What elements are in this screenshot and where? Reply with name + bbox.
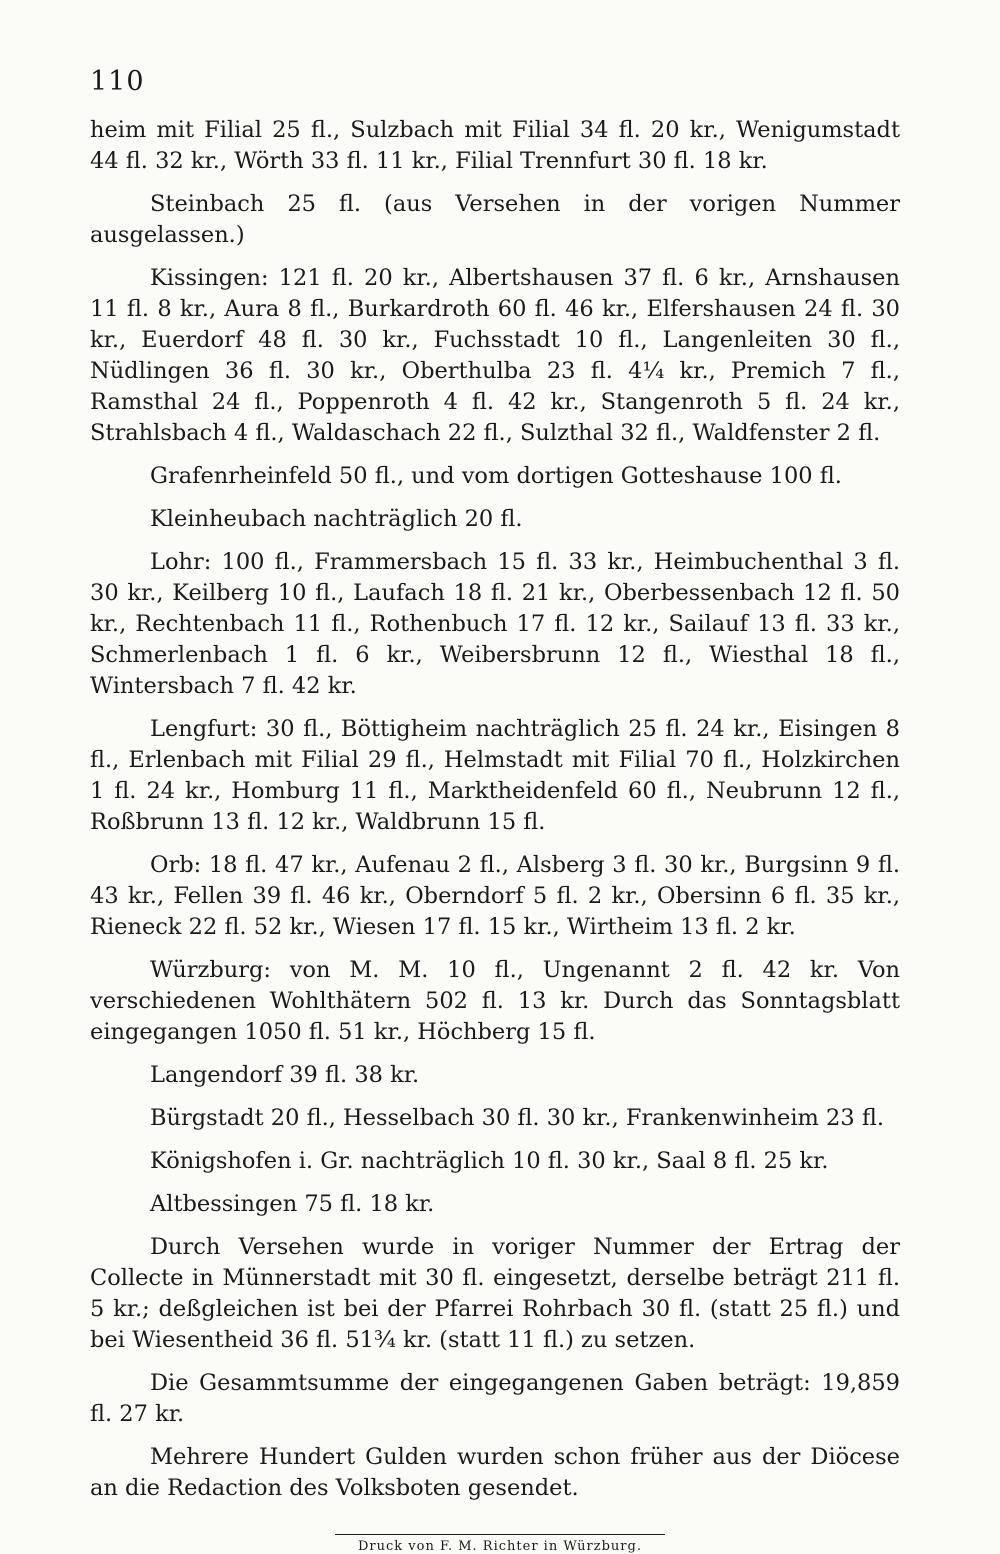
paragraph-lengfurt: Lengfurt: 30 fl., Böttigheim nachträglich 25 fl. 24 kr., Eisingen 8 fl., Erlenbach mit Filial 29 fl., Helmstadt mit Filial 70 fl., Holzkirchen 1 fl. 24 kr., Homburg 11 fl., Marktheidenfeld 60 fl., Neubrunn 12 fl., Roßbrunn 13 fl. 12 kr., Waldbrunn 15 fl.	[90, 716, 900, 835]
paragraph-koenigshofen: Königshofen i. Gr. nachträglich 10 fl. 30 kr., Saal 8 fl. 25 kr.	[150, 1148, 829, 1174]
printer-imprint: Druck von F. M. Richter in Würzburg.	[358, 1539, 642, 1554]
paragraph-total-sum: Die Gesammtsumme der eingegangenen Gaben beträgt: 19,859 fl. 27 kr.	[90, 1370, 900, 1427]
paragraph-kissingen: Kissingen: 121 fl. 20 kr., Albertshausen 37 fl. 6 kr., Arnshausen 11 fl. 8 kr., Aura 8 fl., Burkardroth 60 fl. 46 kr., Elfershausen 24 fl. 30 kr., Euerdorf 48 fl. 30 kr., Fuchsstadt 10 fl., Langenleiten 30 fl., Nüdlingen 36 fl. 30 kr., Oberthulba 23 fl. 4¼ kr., Premich 7 fl., Ramsthal 24 fl., Poppenroth 4 fl. 42 kr., Stangenroth 5 fl. 24 kr., Strahlsbach 4 fl., Waldaschach 22 fl., Sulzthal 32 fl., Waldfenster 2 fl.	[90, 265, 900, 446]
paragraph-orb: Orb: 18 fl. 47 kr., Aufenau 2 fl., Alsberg 3 fl. 30 kr., Burgsinn 9 fl. 43 kr., Fellen 39 fl. 46 kr., Oberndorf 5 fl. 2 kr., Obersinn 6 fl. 35 kr., Rieneck 22 fl. 52 kr., Wiesen 17 fl. 15 kr., Wirtheim 13 fl. 2 kr.	[90, 852, 900, 940]
paragraph-steinbach: Steinbach 25 fl. (aus Versehen in der vorigen Nummer ausgelassen.)	[90, 191, 900, 248]
paragraph-kleinheubach: Kleinheubach nachträglich 20 fl.	[150, 506, 523, 532]
paragraph-closing-note: Mehrere Hundert Gulden wurden schon früher aus der Diöcese an die Redaction des Volksboten gesendet.	[90, 1444, 900, 1501]
paragraph-langendorf: Langendorf 39 fl. 38 kr.	[150, 1062, 420, 1088]
footer-divider	[335, 1534, 665, 1535]
paragraph-lohr: Lohr: 100 fl., Frammersbach 15 fl. 33 kr., Heimbuchenthal 3 fl. 30 kr., Keilberg 10 fl., Laufach 18 fl. 21 kr., Oberbessenbach 12 fl. 50 kr., Rechtenbach 11 fl., Rothenbuch 17 fl. 12 kr., Sailauf 13 fl. 33 kr., Schmerlenbach 1 fl. 6 kr., Weibersbrunn 12 fl., Wiesthal 18 fl., Wintersbach 7 fl. 42 kr.	[90, 549, 900, 699]
page-number: 110	[90, 66, 145, 97]
paragraph-buergstadt: Bürgstadt 20 fl., Hesselbach 30 fl. 30 kr., Frankenwinheim 23 fl.	[150, 1105, 884, 1131]
paragraph-correction: Durch Versehen wurde in voriger Nummer der Ertrag der Collecte in Münnerstadt mit 30 fl. eingesetzt, derselbe beträgt 211 fl. 5 kr.; deßgleichen ist bei der Pfarrei Rohrbach 30 fl. (statt 25 fl.) und bei Wiesentheid 36 fl. 51¾ kr. (statt 11 fl.) zu setzen.	[90, 1234, 900, 1353]
paragraph-wuerzburg: Würzburg: von M. M. 10 fl., Ungenannt 2 fl. 42 kr. Von verschiedenen Wohlthätern 502 fl. 13 kr. Durch das Sonntagsblatt eingegangen 1050 fl. 51 kr., Höchberg 15 fl.	[90, 957, 900, 1045]
paragraph-grafenrheinfeld: Grafenrheinfeld 50 fl., und vom dortigen Gotteshause 100 fl.	[150, 463, 842, 489]
paragraph-continuation: heim mit Filial 25 fl., Sulzbach mit Filial 34 fl. 20 kr., Wenigumstadt 44 fl. 32 kr., Wörth 33 fl. 11 kr., Filial Trennfurt 30 fl. 18 kr.	[90, 117, 900, 174]
paragraph-altbessingen: Altbessingen 75 fl. 18 kr.	[150, 1191, 435, 1217]
